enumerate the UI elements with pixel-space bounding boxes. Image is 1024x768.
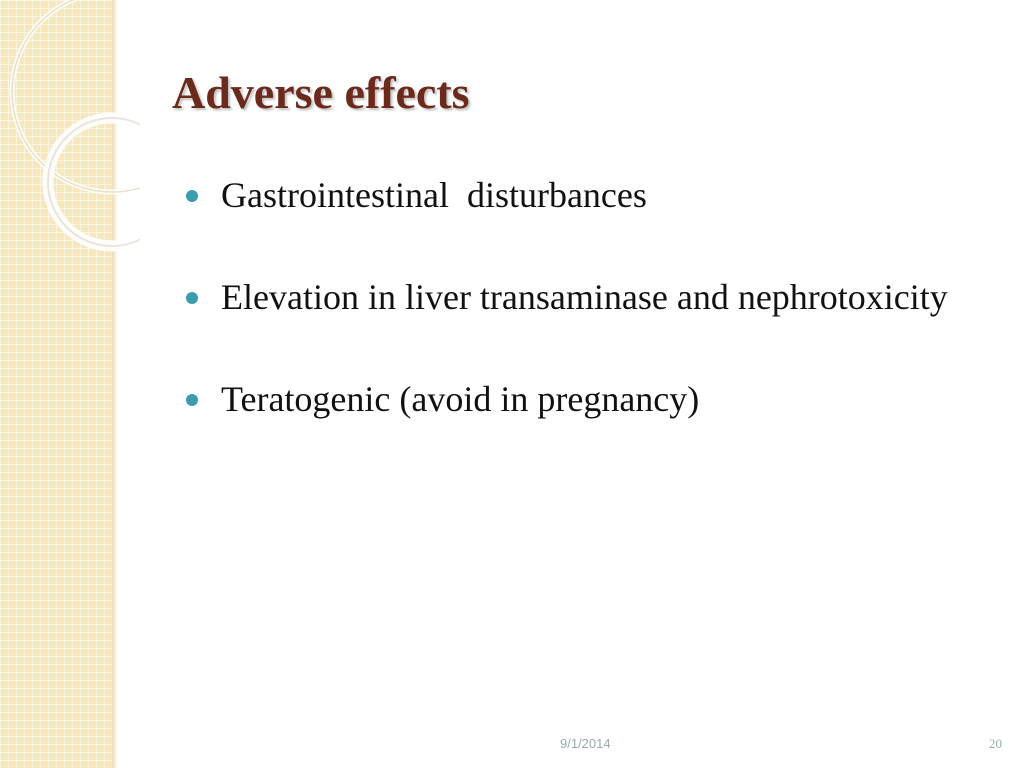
bullet-text: Gastrointestinal disturbances bbox=[212, 175, 647, 215]
circle-bullet-icon bbox=[186, 190, 198, 202]
bullet-item bbox=[184, 372, 984, 426]
bullet-item bbox=[184, 270, 984, 324]
page-number: 20 bbox=[989, 736, 1002, 751]
circle-bullet-icon bbox=[186, 394, 198, 406]
circle-bullet-icon bbox=[186, 292, 198, 304]
bullet-item bbox=[184, 168, 984, 222]
slide-title: Adverse effects bbox=[172, 67, 470, 118]
ring-decoration-icon bbox=[0, 0, 140, 260]
footer-date: 9/1/2014 bbox=[560, 736, 611, 751]
bullet-text: Elevation in liver transaminase and nephrotoxicity bbox=[212, 277, 948, 317]
bullet-list bbox=[184, 168, 984, 426]
bullet-text: Teratogenic (avoid in pregnancy) bbox=[212, 379, 700, 419]
